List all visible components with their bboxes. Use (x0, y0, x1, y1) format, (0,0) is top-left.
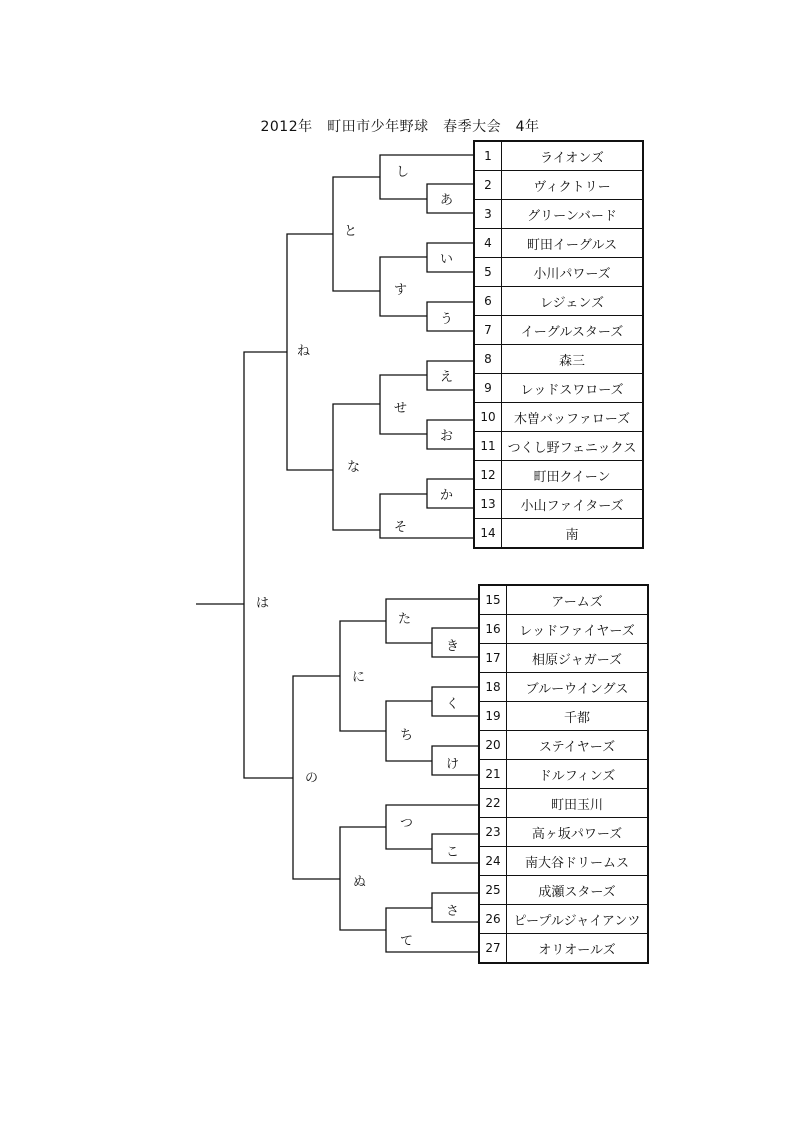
team-name: 南大谷ドリームス (507, 847, 649, 876)
team-number: 1 (474, 141, 502, 171)
team-row (479, 673, 648, 702)
team-row (474, 432, 643, 461)
team-row (479, 876, 648, 905)
team-row (474, 519, 643, 549)
team-name: 高ヶ坂パワーズ (507, 818, 649, 847)
match-label-no: の (305, 771, 319, 786)
team-row (474, 490, 643, 519)
match-label-ne: ね (297, 344, 311, 359)
team-number: 2 (474, 171, 502, 200)
team-row (479, 760, 648, 789)
team-name: レッドファイヤーズ (507, 615, 649, 644)
team-name: イーグルスターズ (502, 316, 644, 345)
match-label-chi: ち (400, 728, 414, 743)
team-number: 20 (479, 731, 507, 760)
match-label-su: す (394, 283, 408, 298)
team-name: レジェンズ (502, 287, 644, 316)
team-row (474, 287, 643, 316)
team-name: 相原ジャガーズ (507, 644, 649, 673)
team-row (474, 229, 643, 258)
team-row (479, 644, 648, 673)
team-row (479, 702, 648, 731)
match-label-tsu: つ (400, 816, 414, 831)
team-row (474, 403, 643, 432)
team-number: 27 (479, 934, 507, 964)
team-table-bottom (478, 584, 649, 964)
team-name: ブルーウイングス (507, 673, 649, 702)
team-number: 11 (474, 432, 502, 461)
team-name: 森三 (502, 345, 644, 374)
team-name: つくし野フェニックス (502, 432, 644, 461)
match-label-to: と (344, 224, 358, 239)
match-label-ki: き (446, 639, 460, 654)
team-number: 5 (474, 258, 502, 287)
team-name: ピープルジャイアンツ (507, 905, 649, 934)
match-label-u: う (440, 312, 454, 327)
team-number: 8 (474, 345, 502, 374)
team-row (479, 789, 648, 818)
team-row (479, 615, 648, 644)
team-number: 3 (474, 200, 502, 229)
team-row (474, 316, 643, 345)
team-row (474, 141, 643, 171)
team-number: 16 (479, 615, 507, 644)
team-name: 小川パワーズ (502, 258, 644, 287)
team-number: 21 (479, 760, 507, 789)
team-name: 木曽バッファローズ (502, 403, 644, 432)
match-label-ni: に (352, 670, 366, 685)
bracket-line-ha (244, 352, 293, 778)
team-row (479, 585, 648, 615)
match-label-i: い (440, 252, 454, 267)
team-number: 4 (474, 229, 502, 258)
match-label-so: そ (394, 520, 408, 535)
team-number: 22 (479, 789, 507, 818)
team-number: 7 (474, 316, 502, 345)
match-label-sa: さ (446, 904, 460, 919)
match-label-na: な (347, 460, 361, 475)
team-name: ヴィクトリー (502, 171, 644, 200)
team-row (479, 847, 648, 876)
team-number: 13 (474, 490, 502, 519)
match-label-ta: た (398, 612, 412, 627)
team-number: 9 (474, 374, 502, 403)
team-name: アームズ (507, 585, 649, 615)
team-name: 成瀬スターズ (507, 876, 649, 905)
team-number: 6 (474, 287, 502, 316)
team-name: ステイヤーズ (507, 731, 649, 760)
team-name: 町田玉川 (507, 789, 649, 818)
team-number: 14 (474, 519, 502, 549)
team-row (474, 171, 643, 200)
match-label-te: て (400, 934, 414, 949)
match-label-ka: か (440, 488, 454, 503)
team-row (474, 345, 643, 374)
team-number: 19 (479, 702, 507, 731)
team-name: 千都 (507, 702, 649, 731)
team-name: オリオールズ (507, 934, 649, 964)
team-row (474, 200, 643, 229)
team-row (474, 461, 643, 490)
page-title: 2012年 町田市少年野球 春季大会 4年 (260, 119, 540, 135)
team-name: 小山ファイターズ (502, 490, 644, 519)
match-label-a: あ (440, 193, 454, 208)
match-label-ko: こ (446, 845, 460, 860)
team-number: 15 (479, 585, 507, 615)
team-name: 町田クイーン (502, 461, 644, 490)
team-number: 26 (479, 905, 507, 934)
match-label-se: せ (394, 401, 408, 416)
team-row (479, 818, 648, 847)
team-number: 24 (479, 847, 507, 876)
match-label-ku: く (446, 697, 460, 712)
team-name: グリーンバード (502, 200, 644, 229)
team-number: 18 (479, 673, 507, 702)
team-row (474, 258, 643, 287)
match-label-e: え (440, 370, 454, 385)
team-number: 10 (474, 403, 502, 432)
team-name: 町田イーグルス (502, 229, 644, 258)
match-label-nu: ぬ (353, 875, 367, 890)
team-number: 23 (479, 818, 507, 847)
match-label-ke: け (446, 757, 460, 772)
match-label-shi: し (396, 165, 410, 180)
match-label-o: お (440, 429, 454, 444)
team-row (474, 374, 643, 403)
team-name: 南 (502, 519, 644, 549)
team-name: ライオンズ (502, 141, 644, 171)
team-name: ドルフィンズ (507, 760, 649, 789)
team-name: レッドスワローズ (502, 374, 644, 403)
team-number: 17 (479, 644, 507, 673)
team-table-top (473, 140, 644, 549)
team-row (479, 934, 648, 964)
team-number: 12 (474, 461, 502, 490)
team-row (479, 905, 648, 934)
bracket-lines (196, 155, 478, 952)
team-number: 25 (479, 876, 507, 905)
match-label-ha: は (256, 596, 270, 611)
team-row (479, 731, 648, 760)
